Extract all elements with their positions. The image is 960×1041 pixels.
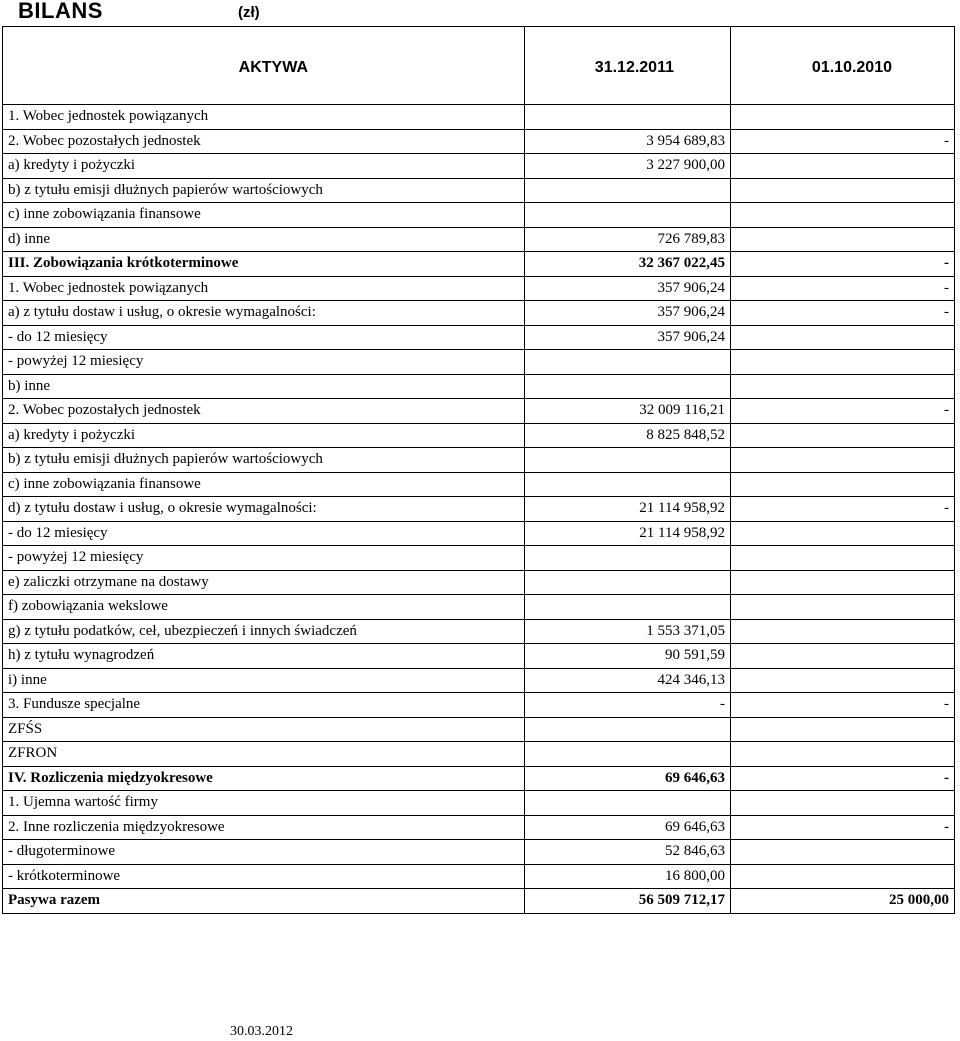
- row-value-2011: 3 227 900,00: [525, 154, 731, 179]
- row-value-2010: -: [731, 252, 955, 277]
- row-value-2011: 3 954 689,83: [525, 129, 731, 154]
- row-label: d) inne: [3, 227, 525, 252]
- row-label: ZFRON: [3, 742, 525, 767]
- row-value-2011: 69 646,63: [525, 815, 731, 840]
- table-row: [3, 399, 955, 424]
- row-label: 2. Wobec pozostałych jednostek: [3, 399, 525, 424]
- row-value-2011: [525, 595, 731, 620]
- table-row: [3, 815, 955, 840]
- table-row: [3, 325, 955, 350]
- row-value-2011: 69 646,63: [525, 766, 731, 791]
- balance-sheet-body: [3, 27, 955, 914]
- row-label: h) z tytułu wynagrodzeń: [3, 644, 525, 669]
- row-value-2010: [731, 325, 955, 350]
- table-row: [3, 864, 955, 889]
- row-value-2010: -: [731, 301, 955, 326]
- table-row: [3, 374, 955, 399]
- table-row: [3, 717, 955, 742]
- row-value-2010: [731, 668, 955, 693]
- table-row: [3, 693, 955, 718]
- table-row: [3, 350, 955, 375]
- row-value-2011: [525, 472, 731, 497]
- row-value-2011: 52 846,63: [525, 840, 731, 865]
- row-value-2010: [731, 374, 955, 399]
- row-label: ZFŚS: [3, 717, 525, 742]
- row-label: - do 12 miesięcy: [3, 521, 525, 546]
- row-value-2011: 32 367 022,45: [525, 252, 731, 277]
- row-value-2010: -: [731, 815, 955, 840]
- row-value-2010: [731, 154, 955, 179]
- row-label: - krótkoterminowe: [3, 864, 525, 889]
- row-value-2010: [731, 864, 955, 889]
- table-row: [3, 472, 955, 497]
- row-label: a) kredyty i pożyczki: [3, 154, 525, 179]
- table-row: [3, 154, 955, 179]
- row-value-2011: 90 591,59: [525, 644, 731, 669]
- row-value-2010: [731, 472, 955, 497]
- row-label: c) inne zobowiązania finansowe: [3, 203, 525, 228]
- row-value-2010: [731, 595, 955, 620]
- table-row: [3, 791, 955, 816]
- row-value-2010: [731, 448, 955, 473]
- row-value-2011: -: [525, 693, 731, 718]
- row-label: a) z tytułu dostaw i usług, o okresie wymagalności:: [3, 301, 525, 326]
- row-value-2010: [731, 203, 955, 228]
- row-label: b) z tytułu emisji dłużnych papierów wartościowych: [3, 178, 525, 203]
- row-value-2011: 16 800,00: [525, 864, 731, 889]
- table-row: [3, 252, 955, 277]
- row-value-2010: -: [731, 276, 955, 301]
- table-row: [3, 105, 955, 130]
- row-label: 3. Fundusze specjalne: [3, 693, 525, 718]
- row-value-2011: 357 906,24: [525, 325, 731, 350]
- row-value-2010: [731, 178, 955, 203]
- table-row: [3, 521, 955, 546]
- table-row: [3, 546, 955, 571]
- table-row: [3, 276, 955, 301]
- table-row: [3, 668, 955, 693]
- column-header-aktywa: AKTYWA: [3, 27, 525, 105]
- balance-sheet-table: [2, 26, 955, 914]
- table-row: [3, 889, 955, 914]
- table-row: [3, 448, 955, 473]
- row-value-2010: [731, 423, 955, 448]
- row-value-2010: -: [731, 129, 955, 154]
- row-label: 1. Ujemna wartość firmy: [3, 791, 525, 816]
- table-row: [3, 129, 955, 154]
- row-value-2010: [731, 742, 955, 767]
- row-value-2010: [731, 619, 955, 644]
- row-value-2010: [731, 791, 955, 816]
- row-label: f) zobowiązania wekslowe: [3, 595, 525, 620]
- column-header-date-2011: 31.12.2011: [525, 27, 731, 105]
- table-row: [3, 619, 955, 644]
- row-value-2011: [525, 791, 731, 816]
- row-value-2011: [525, 546, 731, 571]
- row-label: - powyżej 12 miesięcy: [3, 350, 525, 375]
- row-label: e) zaliczki otrzymane na dostawy: [3, 570, 525, 595]
- row-label: b) z tytułu emisji dłużnych papierów wartościowych: [3, 448, 525, 473]
- row-value-2011: [525, 105, 731, 130]
- table-row: [3, 742, 955, 767]
- row-value-2010: -: [731, 693, 955, 718]
- row-label: III. Zobowiązania krótkoterminowe: [3, 252, 525, 277]
- row-value-2010: -: [731, 399, 955, 424]
- row-value-2011: 56 509 712,17: [525, 889, 731, 914]
- row-value-2010: -: [731, 497, 955, 522]
- row-value-2010: [731, 350, 955, 375]
- row-value-2011: 1 553 371,05: [525, 619, 731, 644]
- row-label: c) inne zobowiązania finansowe: [3, 472, 525, 497]
- row-value-2011: [525, 350, 731, 375]
- row-value-2010: [731, 717, 955, 742]
- column-header-date-2010: 01.10.2010: [731, 27, 955, 105]
- row-value-2010: -: [731, 766, 955, 791]
- row-value-2011: [525, 742, 731, 767]
- table-header-row: [3, 27, 955, 105]
- row-label: a) kredyty i pożyczki: [3, 423, 525, 448]
- row-label: - powyżej 12 miesięcy: [3, 546, 525, 571]
- row-value-2010: [731, 227, 955, 252]
- table-row: [3, 570, 955, 595]
- row-label: g) z tytułu podatków, ceł, ubezpieczeń i innych świadczeń: [3, 619, 525, 644]
- table-row: [3, 766, 955, 791]
- row-value-2011: 726 789,83: [525, 227, 731, 252]
- table-row: [3, 644, 955, 669]
- row-value-2011: 357 906,24: [525, 301, 731, 326]
- table-row: [3, 595, 955, 620]
- row-value-2011: [525, 203, 731, 228]
- row-value-2010: [731, 570, 955, 595]
- row-label: - do 12 miesięcy: [3, 325, 525, 350]
- table-row: [3, 203, 955, 228]
- row-label: b) inne: [3, 374, 525, 399]
- row-value-2010: [731, 546, 955, 571]
- table-row: [3, 301, 955, 326]
- row-value-2010: [731, 644, 955, 669]
- row-value-2011: [525, 717, 731, 742]
- row-value-2010: [731, 105, 955, 130]
- row-value-2011: 21 114 958,92: [525, 497, 731, 522]
- table-row: [3, 497, 955, 522]
- row-value-2011: 32 009 116,21: [525, 399, 731, 424]
- row-label: 1. Wobec jednostek powiązanych: [3, 105, 525, 130]
- table-row: [3, 227, 955, 252]
- row-value-2010: 25 000,00: [731, 889, 955, 914]
- table-row: [3, 423, 955, 448]
- row-value-2010: [731, 840, 955, 865]
- row-value-2011: 357 906,24: [525, 276, 731, 301]
- row-value-2011: [525, 448, 731, 473]
- row-value-2011: 8 825 848,52: [525, 423, 731, 448]
- row-label: i) inne: [3, 668, 525, 693]
- table-row: [3, 840, 955, 865]
- row-label: 1. Wobec jednostek powiązanych: [3, 276, 525, 301]
- row-label: IV. Rozliczenia międzyokresowe: [3, 766, 525, 791]
- row-label: - długoterminowe: [3, 840, 525, 865]
- row-label: 2. Wobec pozostałych jednostek: [3, 129, 525, 154]
- row-label: Pasywa razem: [3, 889, 525, 914]
- footer-date: 30.03.2012: [230, 1024, 293, 1039]
- row-value-2011: [525, 374, 731, 399]
- row-value-2011: [525, 570, 731, 595]
- row-label: 2. Inne rozliczenia międzyokresowe: [3, 815, 525, 840]
- row-value-2011: 424 346,13: [525, 668, 731, 693]
- row-value-2010: [731, 521, 955, 546]
- row-label: d) z tytułu dostaw i usług, o okresie wymagalności:: [3, 497, 525, 522]
- row-value-2011: 21 114 958,92: [525, 521, 731, 546]
- title-row: [0, 0, 960, 26]
- page-title: BILANS: [18, 0, 103, 23]
- table-row: [3, 178, 955, 203]
- row-value-2011: [525, 178, 731, 203]
- currency-unit: (zł): [238, 4, 260, 21]
